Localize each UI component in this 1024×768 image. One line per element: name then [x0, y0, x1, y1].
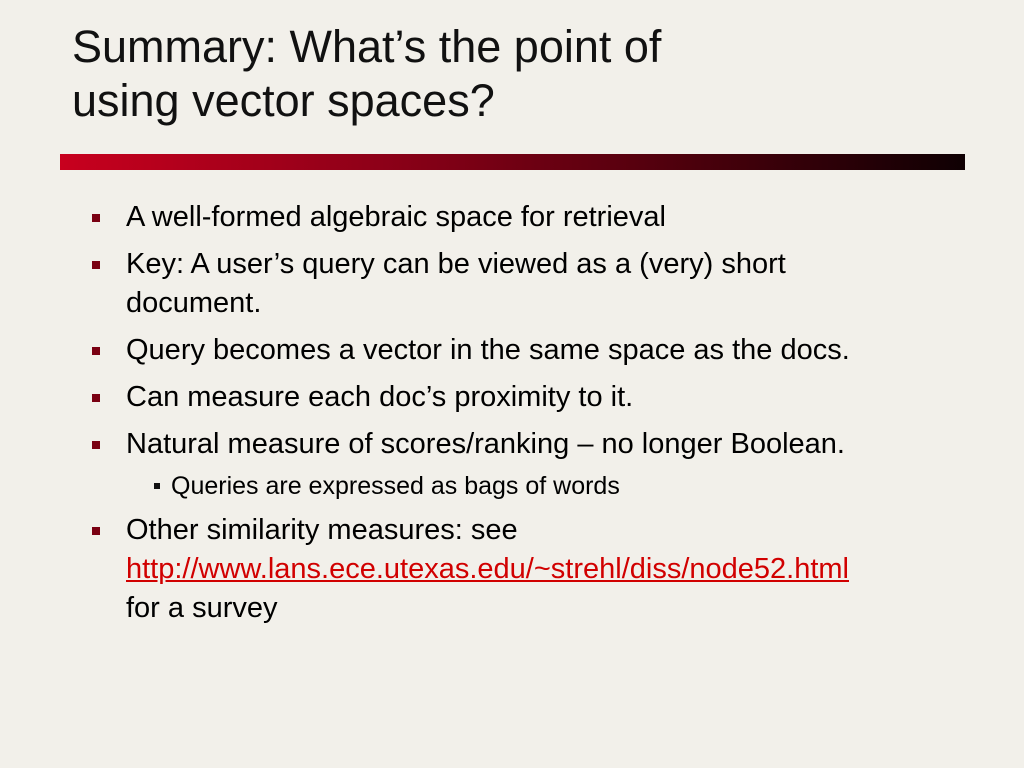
bullet-text-after-link: for a survey: [126, 592, 278, 624]
bullet-item: [0, 331, 906, 370]
square-bullet-icon: [92, 527, 100, 535]
bullet-text: Can measure each doc’s proximity to it.: [126, 381, 634, 413]
bullet-text: Key: A user’s query can be viewed as a (very) short document.: [126, 248, 786, 319]
small-square-bullet-icon: [154, 483, 160, 489]
bullet-list: [0, 198, 1024, 636]
bullet-item: [0, 425, 906, 464]
bullet-item: [0, 378, 906, 417]
bullet-item: [0, 511, 906, 628]
slide-title-line-2: using vector spaces?: [72, 75, 495, 126]
slide-title-line-1: Summary: What’s the point of: [72, 21, 662, 72]
bullet-text: Query becomes a vector in the same space as the docs.: [126, 334, 850, 366]
slide-title: [72, 20, 972, 128]
square-bullet-icon: [92, 347, 100, 355]
bullet-text: A well-formed algebraic space for retrieval: [126, 201, 666, 233]
square-bullet-icon: [92, 441, 100, 449]
bullet-text-before-link: Other similarity measures: see: [126, 514, 518, 546]
bullet-text: Natural measure of scores/ranking – no longer Boolean.: [126, 428, 845, 460]
square-bullet-icon: [92, 214, 100, 222]
square-bullet-icon: [92, 394, 100, 402]
bullet-item: [0, 245, 906, 323]
square-bullet-icon: [92, 261, 100, 269]
title-divider: [60, 154, 965, 170]
sub-bullet-item: [0, 469, 931, 503]
bullet-item: [0, 198, 906, 237]
survey-link[interactable]: http://www.lans.ece.utexas.edu/~strehl/diss/node52.html: [126, 553, 849, 585]
sub-bullet-text: Queries are expressed as bags of words: [171, 472, 620, 500]
